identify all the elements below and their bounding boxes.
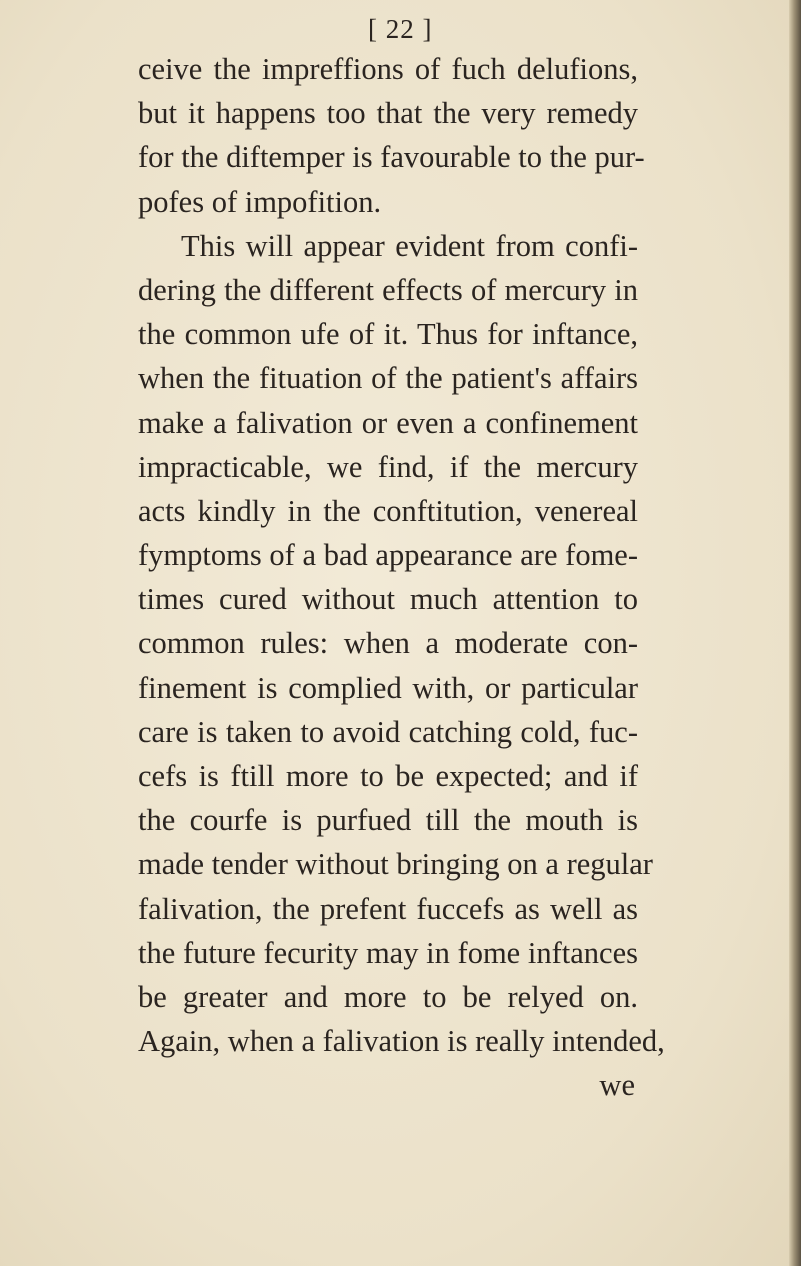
text-line: be greater and more to be relyed on. — [138, 979, 638, 1014]
text-line: fymptoms of a bad appearance are fome- — [138, 538, 638, 573]
text-line: make a falivation or even a confinement — [138, 405, 638, 440]
text-line: impracticable, we find, if the mercury — [138, 449, 638, 484]
text-line: care is taken to avoid catching cold, fuc- — [138, 714, 638, 749]
text-line: This will appear evident from confi- — [181, 228, 638, 263]
body-text — [138, 47, 665, 1108]
text-line: pofes of impofition. — [138, 184, 382, 219]
text-line: dering the different effects of mercury in — [138, 272, 638, 307]
text-line: times cured without much attention to — [138, 582, 638, 617]
page-edge-shadow — [789, 0, 801, 1266]
text-line: common rules: when a moderate con- — [138, 626, 638, 661]
text-line: finement is complied with, or particular — [138, 670, 638, 705]
text-line: the courfe is purfued till the mouth is — [138, 803, 638, 838]
page-number-header: [ 22 ] — [368, 14, 433, 44]
text-line: acts kindly in the conftitution, venereal — [138, 493, 638, 528]
text-line: ceive the impreffions of fuch delufions, — [138, 52, 638, 86]
text-line: Again, when a falivation is really intended, — [138, 1024, 665, 1059]
text-line: the future fecurity may in fome inftances — [138, 935, 638, 970]
catchword: we — [599, 1068, 635, 1103]
text-line: for the diftemper is favourable to the pur- — [138, 140, 645, 175]
text-line: but it happens too that the very remedy — [138, 96, 638, 131]
text-line: cefs is ftill more to be expected; and if — [138, 759, 638, 793]
text-line: made tender without bringing on a regular — [138, 847, 653, 882]
text-line: when the fituation of the patient's affairs — [138, 361, 638, 396]
text-line: falivation, the prefent fuccefs as well as — [138, 891, 638, 926]
text-line: the common ufe of it. Thus for inftance, — [138, 317, 638, 352]
